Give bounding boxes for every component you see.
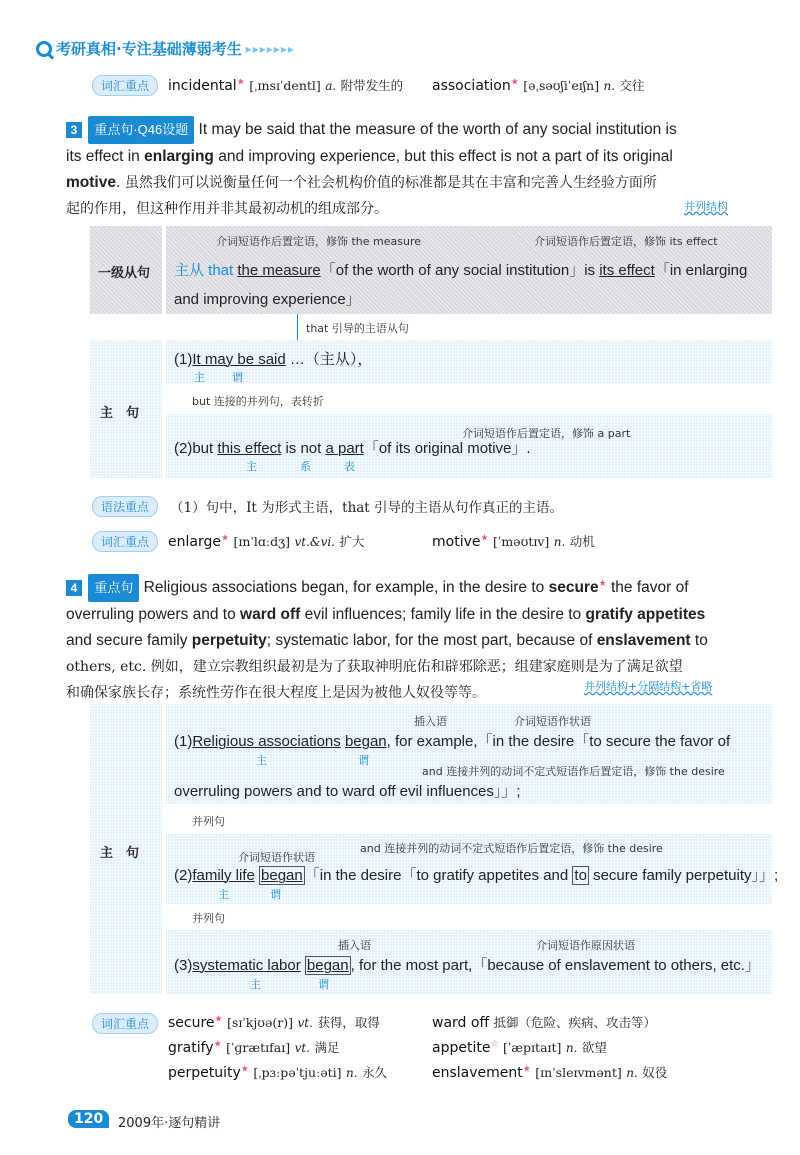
annotation: 插入语 bbox=[414, 715, 447, 728]
annotation: and 连接并列的动词不定式短语作后置定语，修饰 the desire bbox=[360, 842, 663, 855]
vocab-tag: 词汇重点 bbox=[92, 531, 158, 552]
brand-title: 考研真相·专注基础薄弱考生 bbox=[56, 40, 242, 58]
star-icon: ★ bbox=[213, 1039, 222, 1050]
key-sentence-flag: 重点句·Q46设题 bbox=[88, 116, 194, 144]
clause-line: (2)family life began 「in the desire「to gratify appetites and to secure family perpetuity」」; bbox=[174, 867, 779, 884]
star-icon: ★ bbox=[236, 77, 245, 88]
structure-label: 并列结构+分隔结构+省略 bbox=[584, 680, 713, 693]
star-icon: ★ bbox=[480, 533, 489, 544]
annotation: that 引导的主语从句 bbox=[306, 322, 409, 335]
vocab-item: enlarge★ [ɪnˈlɑːdʒ] vt.&vi. 扩大 bbox=[168, 533, 365, 550]
role-predicative: 表 bbox=[344, 460, 355, 473]
annotation: 介词短语作状语 bbox=[514, 715, 591, 728]
level1-label: 一级从句 bbox=[98, 266, 151, 281]
structure-label: 并列结构 bbox=[684, 200, 728, 213]
vocab-item: ward off 抵御（危险、疾病、攻击等） bbox=[432, 1015, 657, 1031]
vocab-item: association★ [əˌsəʊʃiˈeɪʃn] n. 交往 bbox=[432, 77, 645, 94]
arrows-icon: ▸▸▸▸▸▸▸ bbox=[245, 41, 295, 56]
role-subject: 主 bbox=[250, 978, 261, 991]
grammar-note: （1）句中，It 为形式主语，that 引导的主语从句作真正的主语。 bbox=[170, 500, 564, 516]
annotation: and 连接并列的动词不定式短语作后置定语，修饰 the desire bbox=[422, 765, 725, 778]
role-subject: 主 bbox=[218, 888, 229, 901]
star-icon: ★ bbox=[510, 77, 519, 88]
role-predicate: 谓 bbox=[318, 978, 329, 991]
annotation: 插入语 bbox=[338, 939, 371, 952]
annotation: 介词短语作原因状语 bbox=[536, 939, 635, 952]
role-subject: 主 bbox=[256, 754, 267, 767]
pointer-line bbox=[297, 314, 298, 340]
role-linking-verb: 系 bbox=[300, 460, 311, 473]
main-label: 主 句 bbox=[100, 406, 140, 421]
coordinate-label: 并列句 bbox=[192, 912, 225, 925]
star-icon: ★ bbox=[214, 1014, 223, 1025]
clause-line: overruling powers and to ward off evil influences」」; bbox=[174, 783, 521, 800]
role-subject: 主 bbox=[194, 371, 205, 384]
sentence-number: 3 bbox=[66, 122, 82, 138]
vocab-item: gratify★ [ˈɡrætɪfaɪ] vt. 满足 bbox=[168, 1039, 340, 1056]
annotation: 介词短语作状语 bbox=[238, 851, 315, 864]
vocab-item: motive★ [ˈməʊtɪv] n. 动机 bbox=[432, 533, 595, 550]
main-label: 主 句 bbox=[100, 846, 140, 861]
star-icon: ★ bbox=[522, 1064, 531, 1075]
vocab-item: perpetuity★ [ˌpɜːpəˈtjuːəti] n. 永久 bbox=[168, 1064, 387, 1081]
annotation: 介词短语作后置定语，修饰 the measure bbox=[216, 235, 422, 248]
grammar-tag: 语法重点 bbox=[92, 496, 158, 517]
vocab-item: incidental★ [ˌɪnsɪˈdentl] a. 附带发生的 bbox=[168, 77, 404, 94]
sentence-number: 4 bbox=[66, 580, 82, 596]
vocab-tag-top: 词汇重点 bbox=[92, 75, 158, 96]
brand-header bbox=[36, 38, 295, 59]
vocab-item: appetite☆ [ˈæpɪtaɪt] n. 欲望 bbox=[432, 1039, 607, 1056]
role-predicate: 谓 bbox=[358, 754, 369, 767]
page-number: 120 bbox=[68, 1110, 109, 1128]
clause-line: 主从 that the measure「of the worth of any social institution」is its effect「in enlarging bbox=[174, 262, 748, 279]
role-subject: 主 bbox=[246, 460, 257, 473]
clause-line: (1)It may be said …（主从）， bbox=[174, 351, 373, 368]
vocab-item: enslavement★ [ɪnˈsleɪvmənt] n. 奴役 bbox=[432, 1064, 668, 1081]
clause-line: (2)but this effect is not a part「of its original motive」. bbox=[174, 440, 531, 457]
clause-line: (1)Religious associations began, for example,「in the desire「to secure the favor of bbox=[174, 733, 731, 750]
clause-line: (3)systematic labor began , for the most part,「because of enslavement to others, etc.」 bbox=[174, 957, 760, 974]
coordinate-label: 并列句 bbox=[192, 815, 225, 828]
vocab-item: secure★ [sɪˈkjʊə(r)] vt. 获得，取得 bbox=[168, 1014, 380, 1031]
role-predicate: 谓 bbox=[232, 371, 243, 384]
annotation: 介词短语作后置定语，修饰 its effect bbox=[534, 235, 718, 248]
footer-title: 2009年·逐句精讲 bbox=[118, 1116, 221, 1131]
star-icon: ★ bbox=[220, 533, 230, 544]
sentence-3-paragraph: 3 重点句·Q46设题 It may be said that the measure of the worth of any social institution is its effect in enlarging and improving experience, but this effect is not a part of its original motive. 虽然我们可以说衡量任何一个社会机构价值的标准都是其在丰富和完善人生经验方面所 起的作用，但这种作用并非其最初动机的组成部分。 bbox=[66, 116, 756, 222]
role-predicate: 谓 bbox=[270, 888, 281, 901]
star-icon: ☆ bbox=[490, 1039, 499, 1050]
annotation: but 连接的并列句，表转折 bbox=[192, 395, 324, 408]
clause-line: and improving experience」 bbox=[174, 291, 361, 308]
star-icon: ★ bbox=[240, 1064, 249, 1075]
vocab-tag: 词汇重点 bbox=[92, 1013, 158, 1034]
sentence-4-paragraph: 4 重点句 Religious associations began, for example, in the desire to secure★ the favor of overruling powers and to ward off evil influences; family life in the desire to gratify appetites and secure family perpetuity; systematic labor, for the most part, because of enslavement to others, etc. 例如，建立宗教组织最初是为了获取神明庇佑和辟邪除恶；组建家庭则是为了满足欲望 和确保家族长存；系统性劳作在很大程度上是因为被他人奴役等等。 bbox=[66, 570, 756, 706]
star-icon: ★ bbox=[598, 578, 607, 588]
key-sentence-flag: 重点句 bbox=[88, 574, 139, 602]
annotation: 介词短语作后置定语，修饰 a part bbox=[462, 427, 631, 440]
search-logo-icon bbox=[36, 41, 52, 57]
